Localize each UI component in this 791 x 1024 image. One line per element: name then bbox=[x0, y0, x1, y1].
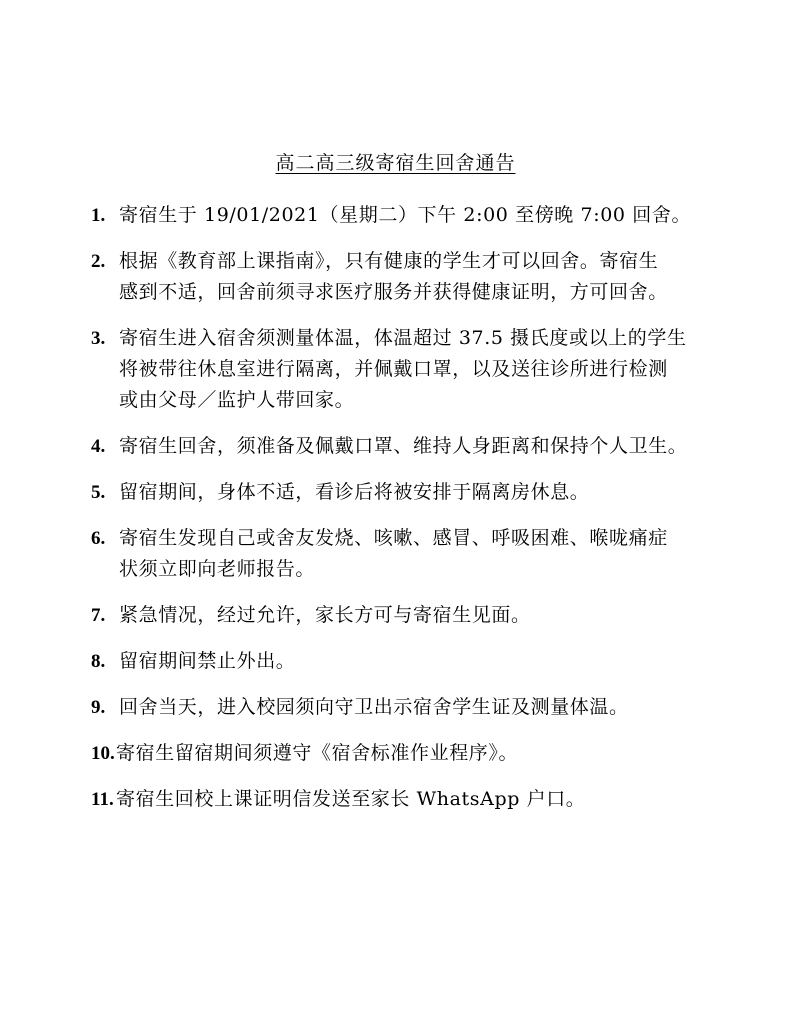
item-text bbox=[119, 646, 295, 677]
item-text bbox=[119, 600, 531, 631]
notice-item-2 bbox=[91, 246, 751, 308]
item-number: 11. bbox=[91, 789, 114, 810]
item-number: 1. bbox=[91, 205, 106, 226]
item-text bbox=[119, 323, 687, 416]
notice-item-4 bbox=[91, 431, 751, 462]
item-number: 6. bbox=[91, 528, 106, 549]
item-line: 根据《教育部上课指南》，只有健康的学生才可以回舍。寄宿生 bbox=[119, 250, 659, 272]
item-text bbox=[119, 200, 691, 231]
notice-item-10 bbox=[91, 738, 751, 769]
notice-item-8 bbox=[91, 646, 751, 677]
item-text bbox=[116, 784, 585, 815]
item-line: 寄宿生于 19/01/2021（星期二）下午 2:00 至傍晚 7:00 回舍。 bbox=[119, 204, 692, 226]
item-number: 7. bbox=[91, 605, 106, 626]
item-line: 将被带往休息室进行隔离，并佩戴口罩，以及送往诊所进行检测 bbox=[119, 358, 668, 380]
notice-item-9 bbox=[91, 692, 751, 723]
notice-item-7 bbox=[91, 600, 751, 631]
notice-title: 高二高三级寄宿生回舍通告 bbox=[275, 152, 516, 174]
item-text bbox=[119, 692, 629, 723]
item-number: 5. bbox=[91, 482, 106, 503]
item-line: 感到不适，回舍前须寻求医疗服务并获得健康证明，方可回舍。 bbox=[119, 281, 668, 303]
item-line: 寄宿生进入宿舍须测量体温，体温超过 37.5 摄氏度或以上的学生 bbox=[119, 327, 687, 349]
item-line: 寄宿生回舍，须准备及佩戴口罩、维持人身距离和保持个人卫生。 bbox=[119, 435, 688, 457]
item-number: 2. bbox=[91, 251, 106, 272]
item-number: 10. bbox=[91, 743, 115, 764]
item-text bbox=[119, 431, 687, 462]
item-number: 8. bbox=[91, 651, 106, 672]
item-line: 留宿期间禁止外出。 bbox=[119, 650, 296, 672]
item-number: 4. bbox=[91, 436, 106, 457]
item-text bbox=[119, 477, 589, 508]
notice-item-3 bbox=[91, 323, 751, 416]
item-line: 留宿期间，身体不适，看诊后将被安排于隔离房休息。 bbox=[119, 481, 590, 503]
item-text bbox=[116, 738, 518, 769]
notice-list bbox=[91, 200, 751, 830]
item-line: 紧急情况，经过允许，家长方可与寄宿生见面。 bbox=[119, 604, 531, 626]
item-line: 或由父母／监护人带回家。 bbox=[119, 389, 355, 411]
item-text bbox=[119, 246, 668, 308]
item-number: 3. bbox=[91, 328, 106, 349]
item-line: 回舍当天，进入校园须向守卫出示宿舍学生证及测量体温。 bbox=[119, 696, 629, 718]
item-line: 寄宿生发现自己或舍友发烧、咳嗽、感冒、呼吸困难、喉咙痛症 bbox=[119, 527, 668, 549]
notice-item-5 bbox=[91, 477, 751, 508]
item-line: 状须立即向老师报告。 bbox=[119, 558, 316, 580]
item-line: 寄宿生回校上课证明信发送至家长 WhatsApp 户口。 bbox=[116, 788, 586, 810]
item-line: 寄宿生留宿期间须遵守《宿舍标准作业程序》。 bbox=[116, 742, 519, 764]
item-number: 9. bbox=[91, 697, 106, 718]
notice-item-6 bbox=[91, 523, 751, 585]
notice-item-1 bbox=[91, 200, 751, 231]
item-text bbox=[119, 523, 668, 585]
notice-item-11 bbox=[91, 784, 751, 815]
